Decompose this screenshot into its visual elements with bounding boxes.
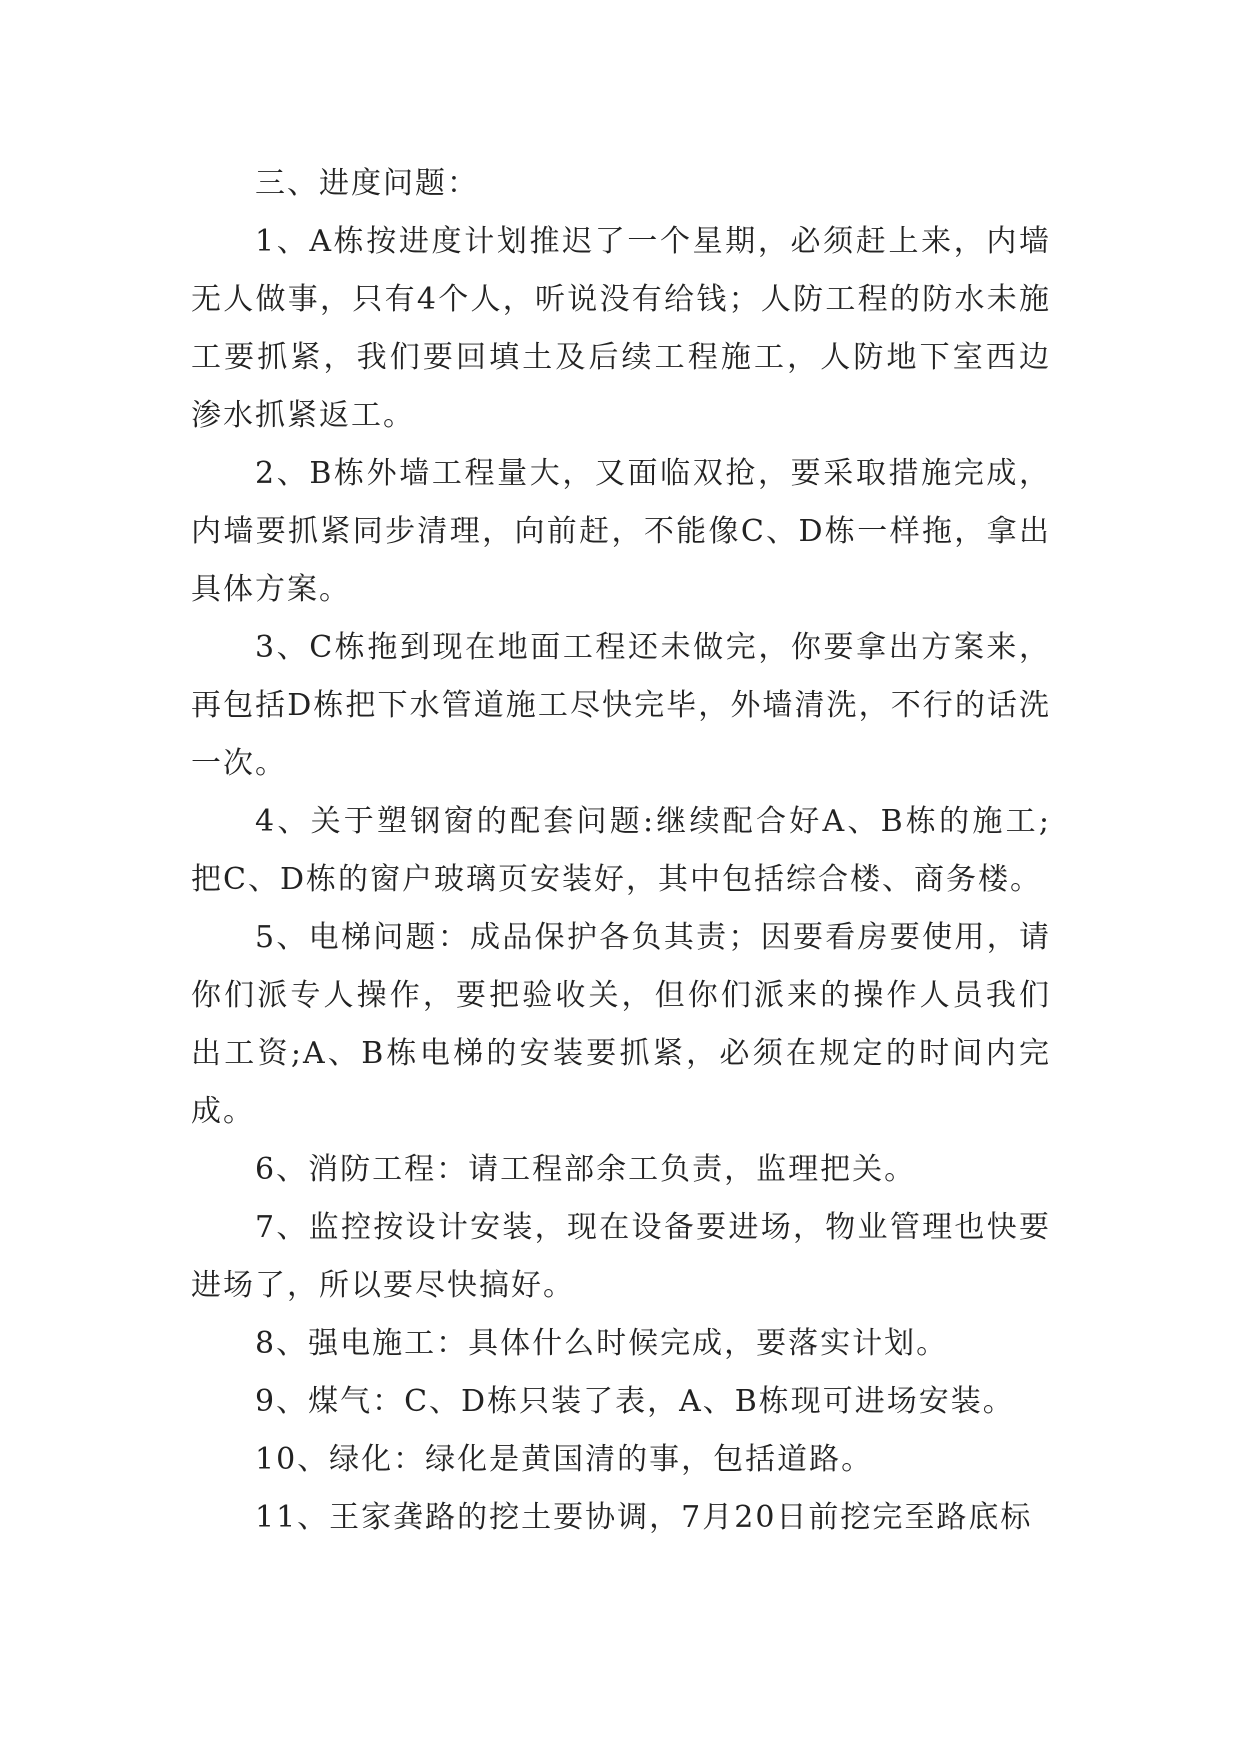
paragraph-item-9: 9、煤气：C、D栋只装了表，A、B栋现可进场安装。	[255, 1384, 1015, 1419]
paragraph-item-5: 5、电梯问题：成品保护各负其责；因要看房要使用，请你们派专人操作，要把验收关，但你们派来的操作人员我们出工资;A、B栋电梯的安装要抓紧，必须在规定的时间内完成。	[191, 920, 1051, 1129]
document-body	[191, 155, 1051, 1547]
paragraph-item-10: 10、绿化：绿化是黄国清的事，包括道路。	[255, 1442, 874, 1477]
paragraph-item-4: 4、关于塑钢窗的配套问题:继续配合好A、B栋的施工;把C、D栋的窗户玻璃页安装好，其中包括综合楼、商务楼。	[191, 804, 1051, 897]
section-heading: 三、进度问题：	[255, 166, 479, 201]
paragraph-item-1: 1、A栋按进度计划推迟了一个星期，必须赶上来，内墙无人做事，只有4个人，听说没有给钱；人防工程的防水未施工要抓紧，我们要回填土及后续工程施工，人防地下室西边渗水抓紧返工。	[191, 224, 1051, 433]
paragraph-item-2: 2、B栋外墙工程量大，又面临双抢，要采取措施完成，内墙要抓紧同步清理，向前赶，不能像C、D栋一样拖，拿出具体方案。	[191, 456, 1051, 607]
paragraph-item-3: 3、C栋拖到现在地面工程还未做完，你要拿出方案来，再包括D栋把下水管道施工尽快完毕，外墙清洗，不行的话洗一次。	[191, 630, 1051, 781]
paragraph-item-11: 11、王家龚路的挖土要协调，7月20日前挖完至路底标	[255, 1500, 1033, 1535]
paragraph-item-8: 8、强电施工：具体什么时候完成，要落实计划。	[255, 1326, 949, 1361]
paragraph-item-7: 7、监控按设计安装，现在设备要进场，物业管理也快要进场了，所以要尽快搞好。	[191, 1210, 1051, 1303]
paragraph-item-6: 6、消防工程：请工程部余工负责，监理把关。	[255, 1152, 917, 1187]
